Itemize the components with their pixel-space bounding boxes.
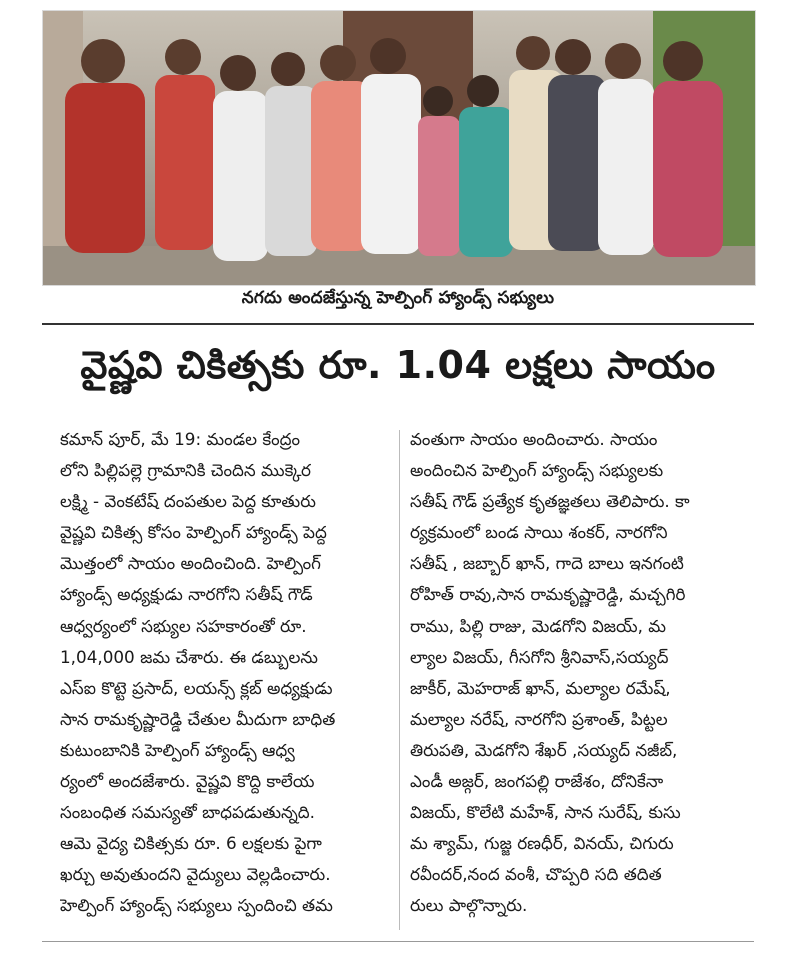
article-line: తిరుపతి, మెడగోని శేఖర్ ,సయ్యద్ నజీబ్, [410, 739, 678, 760]
article-line: లక్ష్మి - వెంకటేష్ దంపతుల పెద్ద కూతురు [60, 491, 316, 512]
article-line: హెల్పింగ్ హ్యాండ్స్ సభ్యులు స్పందించి తమ [60, 895, 333, 916]
article-line: మ శ్యామ్, గుజ్జ రణధీర్, వినయ్, చిగురు [410, 833, 674, 854]
article-line: లోని పిల్లిపల్లె గ్రామానికి చెందిన ముక్కెర [60, 460, 311, 481]
article-line: కమాన్ పూర్, మే 19: మండల కేంద్రం [60, 429, 300, 449]
caption-divider [42, 323, 754, 325]
article-line: ర్యక్రమంలో బండ సాయి శంకర్, నారగోని [410, 522, 668, 543]
article-line: ల్యాల విజయ్, గీసగోని శ్రీనివాస్,సయ్యద్ [410, 646, 669, 667]
article-line: సంబంధిత సమస్యతో బాధపడుతున్నది. [60, 802, 315, 823]
article-column-right [410, 424, 756, 922]
article-line: జాకీర్, మెహరాజ్ ఖాన్, మల్యాల రమేష్, [410, 677, 671, 698]
column-divider [399, 430, 400, 930]
article-line: రోహిత్ రావు,సాన రామకృష్ణారెడ్డి, మచ్చగిరి [410, 584, 686, 605]
article-line: రులు పాల్గొన్నారు. [410, 895, 528, 916]
article-line: ఎండీ అజ్గర్, జంగపల్లి రాజేశం, దోనికేనా [410, 771, 664, 792]
article-line: 1,04,000 జమ చేశారు. ఈ డబ్బులను [60, 646, 318, 667]
article-column-left [60, 424, 400, 922]
article-line: సతీష్ , జబ్బార్ ఖాన్, గాదె బాలు ఇనగంటి [410, 553, 684, 574]
article-line: విజయ్, కొలేటి మహేశ్, సాన సురేష్, కుసు [410, 802, 681, 823]
article-line: మొత్తంలో సాయం అందించింది. హెల్పింగ్ [60, 553, 321, 574]
article-line: మల్యాల నరేష్, నారగోని ప్రశాంత్, పిట్టల [410, 708, 668, 729]
article-line: వంతుగా సాయం అందించారు. సాయం [410, 429, 658, 449]
article-line: వైష్ణవి చికిత్స కోసం హెల్పింగ్ హ్యాండ్స్ పెద్ద [60, 522, 327, 543]
headline: వైష్ణవి చికిత్సకు రూ. 1.04 లక్షలు సాయం [80, 343, 716, 387]
article-line: కుటుంబానికి హెల్పింగ్ హ్యాండ్స్ ఆధ్వ [60, 739, 295, 760]
bottom-divider [42, 941, 754, 942]
article-line: ఆమె వైద్య చికిత్సకు రూ. 6 లక్షలకు పైగా [60, 833, 322, 854]
article-line: ఖర్చు అవుతుందని వైద్యులు వెల్లడించారు. [60, 864, 331, 885]
news-photo [42, 10, 756, 286]
article-line: అందించిన హెల్పింగ్ హ్యాండ్స్ సభ్యులకు [410, 460, 664, 481]
photo-caption: నగదు అందజేస్తున్న హెల్పింగ్ హ్యాండ్స్ సభ్యులు [241, 288, 555, 308]
group-photo-icon [43, 11, 755, 285]
article-line: రవీందర్,నంద వంశీ, చొప్పరి సది తదిత [410, 864, 662, 885]
article-line: ర్యంలో అందజేశారు. వైష్ణవి కొద్ది కాలేయ [60, 771, 315, 792]
article-line: సాన రామకృష్ణారెడ్డి చేతుల మీదుగా బాధిత [60, 708, 336, 729]
article-line: రాము, పిల్లి రాజు, మెడగోని విజయ్, మ [410, 615, 667, 636]
article-line: ఎస్ఐ కొట్టె ప్రసాద్, లయన్స్ క్లబ్ అధ్యక్షుడు [60, 677, 333, 698]
article-line: ఆధ్వర్యంలో సభ్యుల సహకారంతో రూ. [60, 615, 307, 636]
article-line: హ్యాండ్స్ అధ్యక్షుడు నారగోని సతీష్ గౌడ్ [60, 584, 313, 605]
article-line: సతీష్ గౌడ్ ప్రత్యేక కృతజ్ఞతలు తెలిపారు. కా [410, 491, 690, 512]
